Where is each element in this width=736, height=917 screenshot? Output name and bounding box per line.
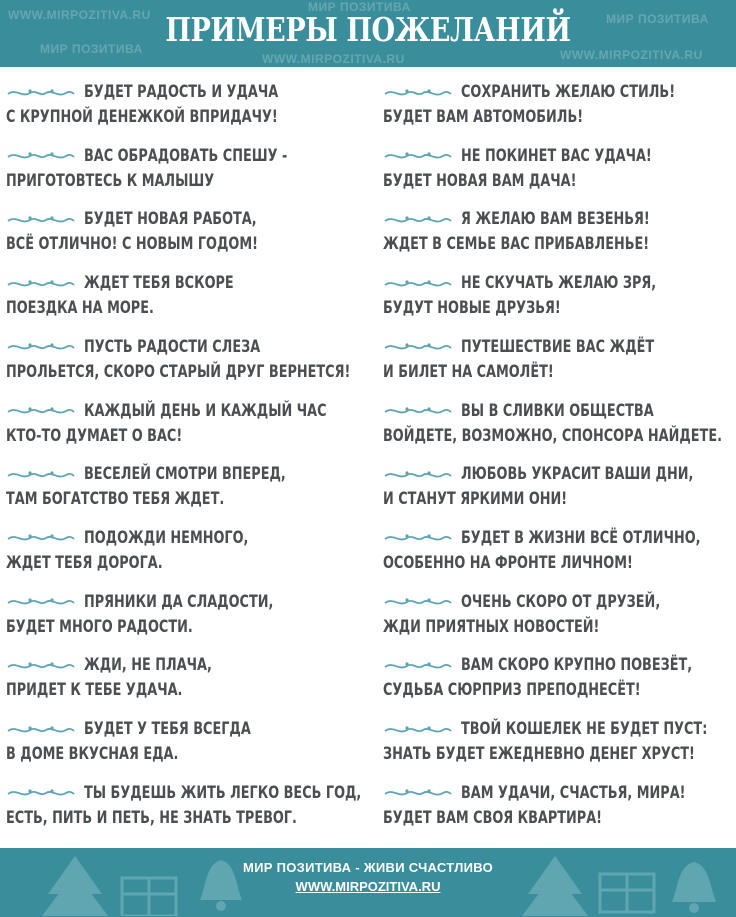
wish-line-1: ВЕСЕЛЕЙ СМОТРИ ВПЕРЕД, [84,464,286,485]
swirl-ornament-icon [6,659,76,673]
swirl-ornament-icon [383,786,453,800]
page-title: ПРИМЕРЫ ПОЖЕЛАНИЙ [165,10,571,49]
wish-item [6,781,366,831]
wish-line-2: БУДЕТ ВАМ СВОЯ КВАРТИРА! [383,807,603,828]
wish-line-1: НЕ ПОКИНЕТ ВАС УДАЧА! [461,145,652,166]
wish-line-1: ОЧЕНЬ СКОРО ОТ ДРУЗЕЙ, [461,591,661,612]
swirl-ornament-icon [6,340,76,354]
swirl-ornament-icon [6,531,76,545]
swirl-ornament-icon [383,340,453,354]
wish-item [383,717,736,767]
wish-line-1: КАЖДЫЙ ДЕНЬ И КАЖДЫЙ ЧАС [84,400,327,421]
wish-line-2: ЕСТЬ, ПИТЬ И ПЕТЬ, НЕ ЗНАТЬ ТРЕВОГ. [6,807,297,828]
wish-line-1: БУДЕТ В ЖИЗНИ ВСЁ ОТЛИЧНО, [461,527,701,548]
wish-line-1: СОХРАНИТЬ ЖЕЛАЮ СТИЛЬ! [461,82,676,102]
watermark: WWW.MIRPOZITIVA.RU [8,8,151,22]
footer-slogan: МИР ПОЗИТИВА - ЖИВИ СЧАСТЛИВО [242,860,494,875]
wish-item [383,462,736,512]
wish-line-2: ПОЕЗДКА НА МОРЕ. [6,298,154,319]
wish-line-2: ПРИДЕТ К ТЕБЕ УДАЧА. [6,680,183,701]
wish-line-1: БУДЕТ НОВАЯ РАБОТА, [84,209,257,230]
swirl-ornament-icon [383,468,453,482]
header-banner [0,0,736,67]
wish-item [6,399,366,449]
swirl-ornament-icon [383,213,453,227]
swirl-ornament-icon [6,149,76,163]
wish-item [383,526,736,576]
wish-item [383,590,736,640]
wish-line-2: БУДЕТ НОВАЯ ВАМ ДАЧА! [383,170,577,191]
swirl-ornament-icon [383,723,453,737]
swirl-ornament-icon [383,86,453,100]
wish-item [6,207,366,257]
wish-item [383,335,736,385]
wish-line-1: ТЫ БУДЕШЬ ЖИТЬ ЛЕГКО ВЕСЬ ГОД, [84,782,362,803]
wish-item [6,80,366,130]
wish-line-2: В ДОМЕ ВКУСНАЯ ЕДА. [6,744,179,764]
footer-text [0,859,736,897]
footer-banner [0,848,736,917]
wish-item [383,144,736,194]
wish-item [383,781,736,831]
wish-line-2: ЖДЕТ В СЕМЬЕ ВАС ПРИБАВЛЕНЬЕ! [383,234,650,255]
wish-line-2: БУДУТ НОВЫЕ ДРУЗЬЯ! [383,298,561,319]
wish-line-2: И СТАНУТ ЯРКИМИ ОНИ! [383,489,568,510]
watermark: МИР ПОЗИТИВА [308,0,411,14]
wish-line-2: ОСОБЕННО НА ФРОНТЕ ЛИЧНОМ! [383,552,633,573]
wish-line-1: ЛЮБОВЬ УКРАСИТ ВАШИ ДНИ, [461,464,694,485]
wish-item [6,653,366,703]
swirl-ornament-icon [383,404,453,418]
swirl-ornament-icon [6,277,76,291]
wish-line-2: СУДЬБА СЮРПРИЗ ПРЕПОДНЕСЁТ! [383,680,641,701]
wish-line-2: ЖДЕТ ТЕБЯ ДОРОГА. [6,552,163,573]
wish-item [6,271,366,321]
swirl-ornament-icon [383,659,453,673]
wish-line-1: НЕ СКУЧАТЬ ЖЕЛАЮ ЗРЯ, [461,273,657,294]
wish-line-2: ЖДИ ПРИЯТНЫХ НОВОСТЕЙ! [383,616,600,637]
wish-item [6,462,366,512]
watermark: WWW.MIRPOZITIVA.RU [262,52,405,66]
wish-line-1: ТВОЙ КОШЕЛЕК НЕ БУДЕТ ПУСТ: [461,719,708,739]
swirl-ornament-icon [6,404,76,418]
swirl-ornament-icon [6,595,76,609]
wish-line-2: С КРУПНОЙ ДЕНЕЖКОЙ ВПРИДАЧУ! [6,107,278,127]
wish-line-1: ВЫ В СЛИВКИ ОБЩЕСТВА [461,400,654,421]
swirl-ornament-icon [383,595,453,609]
wish-line-1: ПУТЕШЕСТВИЕ ВАС ЖДЁТ [461,336,655,357]
wish-line-1: ПРЯНИКИ ДА СЛАДОСТИ, [84,591,274,612]
wish-line-2: КТО-ТО ДУМАЕТ О ВАС! [6,425,183,446]
swirl-ornament-icon [383,531,453,545]
swirl-ornament-icon [6,468,76,482]
wish-line-1: ВАМ СКОРО КРУПНО ПОВЕЗЁТ, [461,655,693,676]
watermark: МИР ПОЗИТИВА [606,12,709,26]
wish-item [6,526,366,576]
wish-item [6,590,366,640]
wish-line-2: ТАМ БОГАТСТВО ТЕБЯ ЖДЕТ. [6,489,225,510]
wish-line-2: И БИЛЕТ НА САМОЛЁТ! [383,361,554,382]
wish-item [383,207,736,257]
swirl-ornament-icon [6,723,76,737]
wish-line-1: БУДЕТ РАДОСТЬ И УДАЧА [84,82,279,102]
wish-item [383,399,736,449]
wish-line-1: Я ЖЕЛАЮ ВАМ ВЕЗЕНЬЯ! [461,209,650,230]
swirl-ornament-icon [6,86,76,100]
wish-line-1: ВАС ОБРАДОВАТЬ СПЕШУ - [84,145,288,166]
wish-line-2: БУДЕТ ВАМ АВТОМОБИЛЬ! [383,107,584,127]
wish-item [383,80,736,130]
wish-line-1: ПУСТЬ РАДОСТИ СЛЕЗА [84,336,261,357]
wish-line-1: ПОДОЖДИ НЕМНОГО, [84,527,249,548]
watermark: WWW.MIRPOZITIVA.RU [560,48,703,62]
wish-item [383,653,736,703]
wish-line-1: ВАМ УДАЧИ, СЧАСТЬЯ, МИРА! [461,782,686,803]
wish-item [383,271,736,321]
swirl-ornament-icon [383,149,453,163]
wish-line-2: БУДЕТ МНОГО РАДОСТИ. [6,616,193,637]
footer-url-link[interactable]: WWW.MIRPOZITIVA.RU [295,879,441,894]
wish-line-2: ПРИГОТОВТЕСЬ К МАЛЫШУ [6,170,215,191]
wish-line-2: ВСЁ ОТЛИЧНО! С НОВЫМ ГОДОМ! [6,234,258,255]
wish-item [6,144,366,194]
wish-line-2: ЗНАТЬ БУДЕТ ЕЖЕДНЕВНО ДЕНЕГ ХРУСТ! [383,744,695,764]
wish-line-2: ВОЙДЕТЕ, ВОЗМОЖНО, СПОНСОРА НАЙДЕТЕ. [383,425,722,446]
wish-line-2: ПРОЛЬЕТСЯ, СКОРО СТАРЫЙ ДРУГ ВЕРНЕТСЯ! [6,361,351,382]
wish-line-1: ЖДЕТ ТЕБЯ ВСКОРЕ [84,273,234,294]
wish-item [6,717,366,767]
swirl-ornament-icon [383,277,453,291]
swirl-ornament-icon [6,786,76,800]
watermark: МИР ПОЗИТИВА [40,42,143,56]
wish-line-1: ЖДИ, НЕ ПЛАЧА, [84,655,212,676]
swirl-ornament-icon [6,213,76,227]
wish-item [6,335,366,385]
wish-line-1: БУДЕТ У ТЕБЯ ВСЕГДА [84,719,251,739]
